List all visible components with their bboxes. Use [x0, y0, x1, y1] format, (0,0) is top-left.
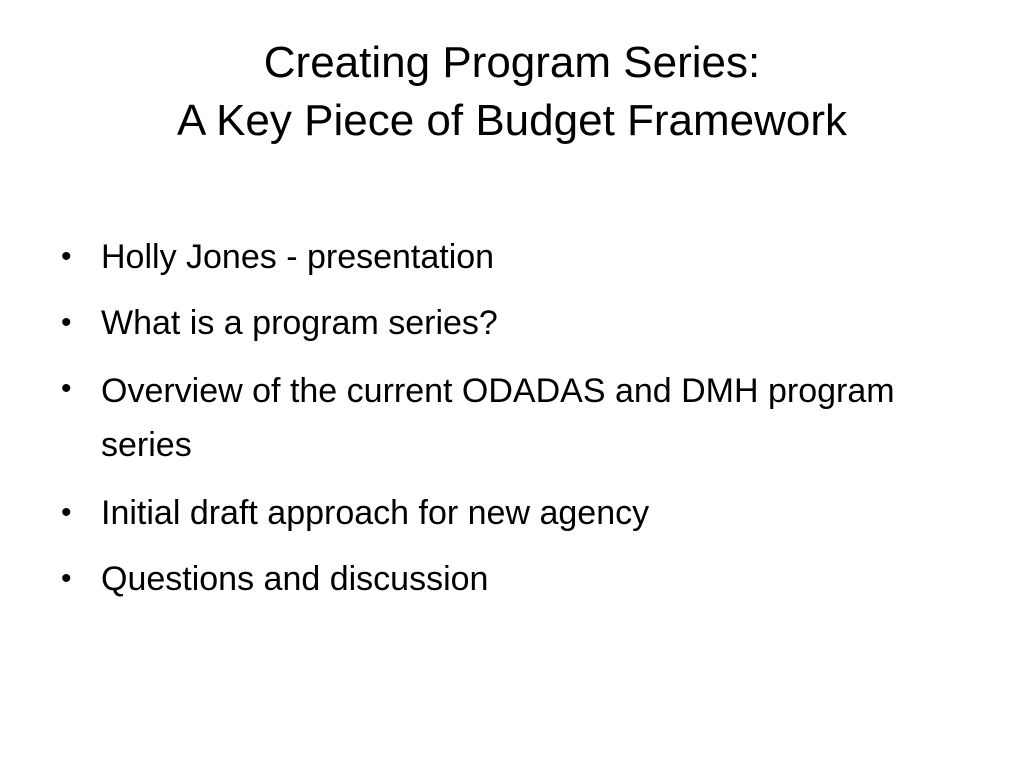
slide-title	[0, 34, 1024, 150]
bullet-item	[56, 554, 956, 604]
bullet-item	[56, 232, 956, 282]
bullet-text: Holly Jones - presentation	[101, 238, 495, 276]
bullet-icon: •	[61, 372, 72, 405]
slide-title-line-1: Creating Program Series:	[263, 38, 761, 87]
bullet-item	[56, 364, 956, 472]
slide-title-line-2: A Key Piece of Budget Framework	[176, 96, 848, 145]
bullet-text: Questions and discussion	[101, 560, 489, 598]
bullet-text: What is a program series?	[101, 304, 498, 342]
bullet-icon: •	[61, 306, 72, 339]
bullet-item	[56, 298, 956, 348]
bullet-text: Initial draft approach for new agency	[101, 494, 650, 532]
bullet-icon: •	[61, 240, 72, 273]
bullet-icon: •	[61, 496, 72, 529]
bullet-text: Overview of the current ODADAS and DMH program series	[101, 372, 895, 464]
bullet-icon: •	[61, 562, 72, 595]
bullet-item	[56, 488, 956, 538]
bullet-list	[56, 232, 956, 620]
